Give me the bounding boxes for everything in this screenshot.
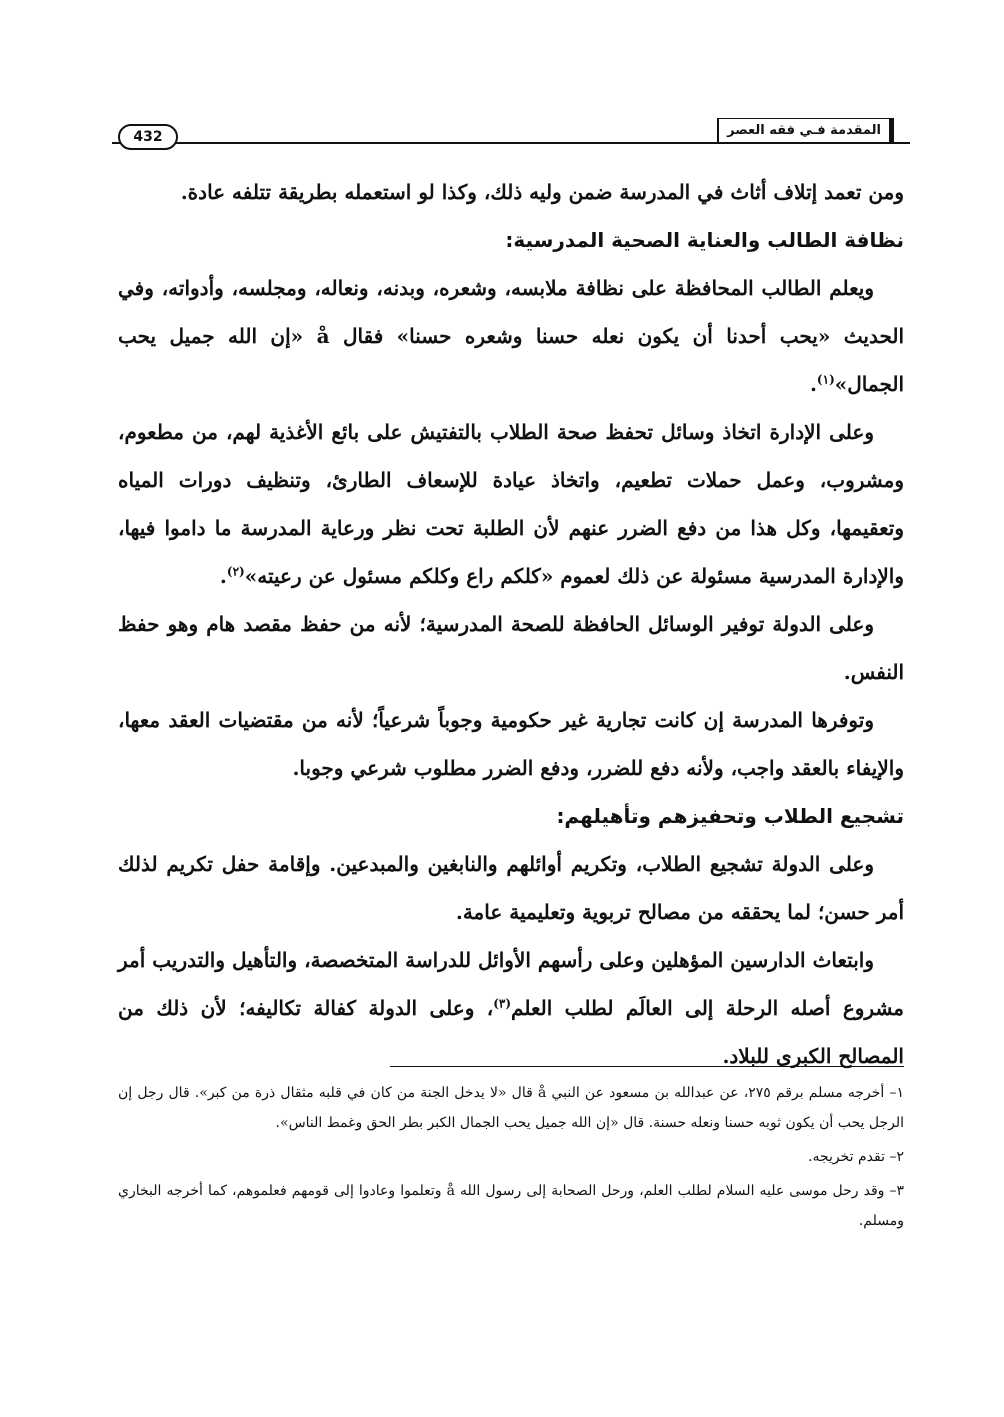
paragraph-3 <box>118 408 904 600</box>
paragraph-7-end: ، وعلى الدولة كفالة تكاليفه؛ لأن ذلك من المصالح الكبرى للبلاد. <box>118 996 904 1068</box>
paragraph-3-end: . <box>219 564 227 588</box>
footnote-3: ٣– وقد رحل موسى عليه السلام لطلب العلم، ورحل الصحابة إلى رسول الله å وتعلموا وعادوا إلى قومهم فعلموهم، كما أخرجه البخاري ومسلم. <box>118 1183 904 1229</box>
footnote-ref-2: (٢) <box>226 564 245 579</box>
footnote-separator <box>390 1066 904 1067</box>
paragraph-7-text: وابتعاث الدارسين المؤهلين وعلى رأسهم الأوائل للدراسة المتخصصة، والتأهيل والتدريب أمر مشروع أصله الرحلة إلى العالَم لطلب العلم <box>118 948 904 1020</box>
section-heading-hygiene: نظافة الطالب والعناية الصحية المدرسية: <box>505 228 904 252</box>
paragraph-6: وعلى الدولة تشجيع الطلاب، وتكريم أوائلهم والنابغين والمبدعين. وإقامة حفل تكريم لذلك أمر حسن؛ لما يحققه من مصالح تربوية وتعليمية عامة. <box>118 852 904 924</box>
paragraph-2-end: . <box>809 372 817 396</box>
paragraph-1: ومن تعمد إتلاف أثاث في المدرسة ضمن وليه ذلك، وكذا لو استعمله بطريقة تتلفه عادة. <box>180 180 904 204</box>
footnote-2: ٢– تقدم تخريجه. <box>808 1149 904 1165</box>
paragraph-2-text: ويعلم الطالب المحافظة على نظافة ملابسه، وشعره، وبدنه، ونعاله، ومجلسه، وأدواته، وفي الحديث «يحب أحدنا أن يكون نعله حسنا وشعره حسنا» فقال å «إن الله جميل يحب الجمال» <box>118 276 905 396</box>
footnote-ref-1: (١) <box>816 372 835 387</box>
running-header-title: المقدمة فـي فقه العصر <box>717 118 894 142</box>
paragraph-5: وتوفرها المدرسة إن كانت تجارية غير حكومية وجوباً شرعياً؛ لأنه من مقتضيات العقد معها، والإيفاء بالعقد واجب، ولأنه دفع للضرر، ودفع الضرر مطلوب شرعي وجوبا. <box>118 708 904 780</box>
paragraph-3-text: وعلى الإدارة اتخاذ وسائل تحفظ صحة الطلاب بالتفتيش على بائع الأغذية لهم، من مطعوم، ومشروب، وعمل حملات تطعيم، واتخاذ عيادة للإسعاف الطارئ، وتنظيف دورات المياه وتعقيمها، وكل هذا من دفع الضرر عنهم لأن الطلبة تحت نظر ورعاية المدرسة ما داموا فيها، والإدارة المدرسية مسئولة عن ذلك لعموم «كلكم راع وكلكم مسئول عن رعيته» <box>118 420 904 588</box>
main-text <box>118 168 904 1080</box>
paragraph-2 <box>118 264 904 408</box>
section-heading-encouragement: تشجيع الطلاب وتحفيزهم وتأهيلهم: <box>556 804 904 828</box>
paragraph-7 <box>118 936 904 1080</box>
footnote-ref-3: (٣) <box>493 996 512 1011</box>
paragraph-4: وعلى الدولة توفير الوسائل الحافظة للصحة المدرسية؛ لأنه من حفظ مقصد هام وهو حفظ النفس. <box>118 612 904 684</box>
page-number: 432 <box>118 124 178 150</box>
header-rule <box>112 142 910 144</box>
footnotes <box>118 1078 904 1240</box>
footnote-1: ١– أخرجه مسلم برقم ٢٧٥، عن عبدالله بن مسعود عن النبي å قال «لا يدخل الجنة من كان في قلبه مثقال ذرة من كبر». قال رجل إن الرجل يحب أن يكون ثوبه حسنا ونعله حسنة. قال «إن الله جميل يحب الجمال الكبر بطر الحق وغمط الناس». <box>118 1085 904 1131</box>
